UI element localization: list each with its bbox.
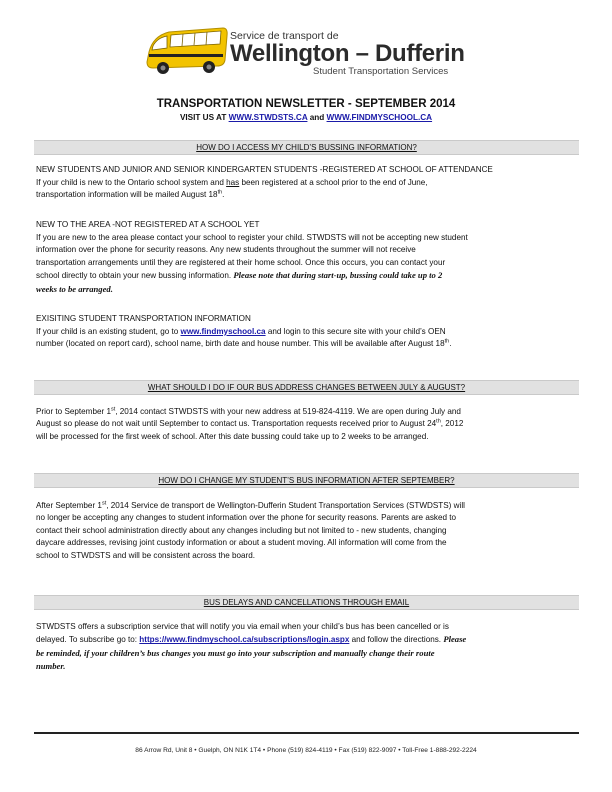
section-heading-email: BUS DELAYS AND CANCELLATIONS THROUGH EMAIL (34, 595, 579, 610)
letterhead (0, 0, 612, 92)
superscript: st (101, 500, 107, 507)
section-heading-address-change: WHAT SHOULD I DO IF OUR BUS ADDRESS CHANGES BETWEEN JULY & AUGUST? (34, 380, 579, 395)
superscript: th (436, 418, 441, 425)
brand-subtitle: Student Transportation Services (313, 66, 449, 77)
footer-divider (34, 732, 579, 734)
text: been registered at a school prior to the end of June, (239, 178, 428, 187)
text: transportation arrangements until they are registered at their home school. Once this occurs, you can contact your (36, 257, 446, 267)
text: If your child is new to the Ontario school system and (36, 178, 227, 187)
text: STWDSTS offers a subscription service that will notify you via email when your child’s bus has been cancelled or is (36, 622, 449, 631)
paragraph-new-to-area (36, 232, 576, 296)
text: and login to this secure site with your child’s OEN (265, 327, 446, 336)
startup-note: Please note that during start-up, bussing could take up to 2 (233, 270, 443, 281)
text: school directly to obtain your new bussing information. (36, 271, 234, 281)
visit-line (0, 113, 612, 122)
text: no longer be accepting any changes to student information over the phone for security reasons. Parents are asked to (36, 513, 457, 523)
text: school to STWDSTS and will be consistent across the board. (36, 550, 256, 560)
text: After September 1 (36, 501, 102, 510)
visit-and: and (307, 113, 327, 122)
subheading-new-to-area: NEW TO THE AREA -NOT REGISTERED AT A SCHOOL YET (36, 220, 260, 229)
paragraph-new-students (36, 177, 576, 202)
findmyschool-inline-link[interactable]: www.findmyschool.ca (180, 327, 266, 336)
text: . (222, 190, 225, 200)
text: If your child is an existing student, go to (36, 327, 181, 336)
brand-name: Wellington – Dufferin (230, 40, 465, 67)
text: daycare addresses, revising joint custody information or about a student moving. All information will come from the (36, 538, 447, 548)
footer-address: 86 Arrow Rd, Unit 8 • Guelph, ON N1K 1T4 • Phone (519) 824-4119 • Fax (519) 822-9097 • Toll-Free 1-888-292-2224 (135, 747, 477, 754)
subscription-login-link[interactable]: https://www.findmyschool.ca/subscriptions/login.aspx (139, 635, 350, 645)
paragraph-email (36, 621, 576, 674)
startup-note-cont: weeks to be arranged. (36, 283, 113, 294)
brand-french-name: Service de transport de (230, 30, 339, 42)
reminder-note-end: number. (36, 661, 66, 672)
subheading-new-students: NEW STUDENTS AND JUNIOR AND SENIOR KINDERGARTEN STUDENTS -REGISTERED AT SCHOOL OF ATTENDANCE (36, 165, 493, 174)
superscript: th (217, 189, 223, 196)
reminder-note-cont: be reminded, if your children’s bus changes you must go into your subscription and manually change their route (36, 647, 435, 658)
text: transportation information will be mailed August 18 (36, 190, 218, 200)
text: and follow the directions. (349, 635, 444, 645)
text: August so please do not wait until September to contact us. Transportation requests received prior to August 24 (36, 419, 437, 429)
superscript: st (110, 406, 116, 413)
findmyschool-link[interactable]: WWW.FINDMYSCHOOL.CA (326, 113, 433, 122)
paragraph-address-change (36, 406, 576, 443)
text: information over the phone for security reasons. Any new students throughout the summer will not receive (36, 245, 416, 255)
reminder-note: Please (443, 634, 467, 645)
text: , 2012 (440, 419, 464, 429)
text: . (449, 339, 452, 349)
stwdsts-link[interactable]: WWW.STWDSTS.CA (228, 113, 308, 122)
section-heading-access: HOW DO I ACCESS MY CHILD’S BUSSING INFORMATION? (34, 140, 579, 155)
text-has: has (226, 178, 240, 187)
school-bus-logo (143, 22, 229, 78)
section-heading-change-after-sept: HOW DO I CHANGE MY STUDENT’S BUS INFORMATION AFTER SEPTEMBER? (34, 473, 579, 488)
text: contact their school administration directly about any changes including but not limited to - new students, changing (36, 525, 447, 535)
text: will be processed for the first week of school. After this date bussing could take up to 2 weeks to be arranged. (36, 431, 429, 441)
text: Prior to September 1 (36, 407, 111, 416)
newsletter-title: TRANSPORTATION NEWSLETTER - SEPTEMBER 2014 (156, 98, 456, 110)
text: delayed. To subscribe go to: (36, 635, 140, 645)
paragraph-existing (36, 326, 576, 351)
text: If you are new to the area please contact your school to register your child. STWDSTS will not be accepting new student (36, 233, 468, 242)
text: number (located on report card), school name, birth date and house number. This will be available after August 18 (36, 339, 445, 349)
visit-prefix: VISIT US AT (179, 113, 229, 122)
paragraph-change-after-sept (36, 500, 576, 562)
text: , 2014 Service de transport de Wellington-Dufferin Student Transportation Services (STWDSTS) will (106, 501, 465, 510)
superscript: th (444, 338, 450, 345)
text: , 2014 contact STWDSTS with your new address at 519-824-4119. We are open during July and (115, 407, 461, 416)
subheading-existing: EXISITING STUDENT TRANSPORTATION INFORMATION (36, 314, 251, 323)
